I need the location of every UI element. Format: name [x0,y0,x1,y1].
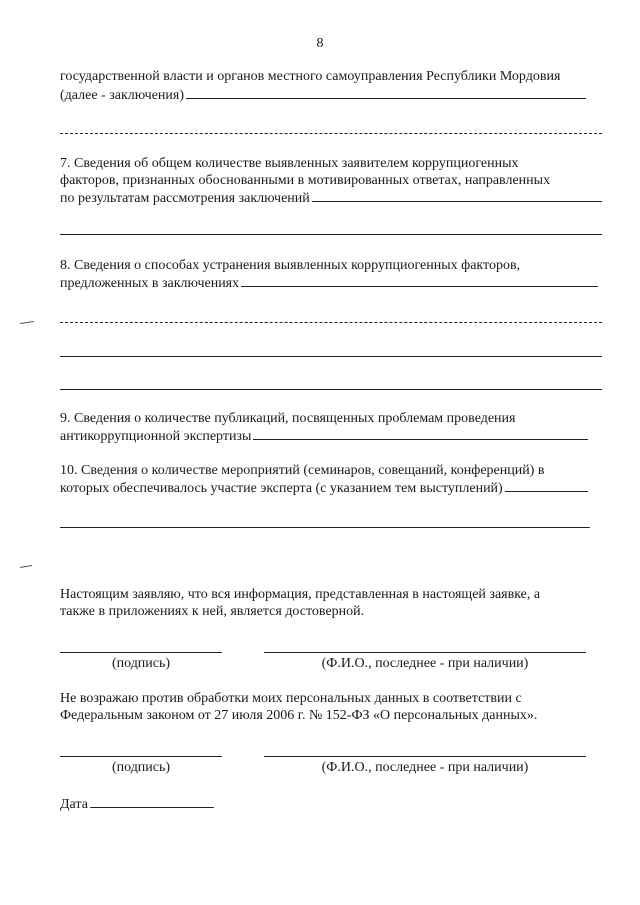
continuation-line-2: (далее - заключения) [60,86,586,104]
scan-mark [20,321,34,324]
section8-answer-line-1[interactable] [60,322,602,323]
name-caption-2: (Ф.И.О., последнее - при наличии) [321,760,529,775]
section7-line-2: факторов, признанных обоснованными в мотивированных ответах, направленных [60,173,551,188]
section9-line-1: 9. Сведения о количестве публикаций, посвященных проблемам проведения [60,411,516,426]
scan-mark [20,565,32,568]
section7-line-3: по результатам рассмотрения заключений [60,189,602,207]
date-blank[interactable] [90,795,214,808]
date-field [60,795,214,813]
declaration-line-2: также в приложениях к ней, является достоверной. [60,604,365,619]
section10-blank[interactable] [505,479,588,492]
section8-line-2: предложенных в заключениях [60,274,598,292]
name-line-1[interactable] [264,652,586,653]
section7-answer-line[interactable] [60,234,602,235]
section10-answer-line[interactable] [60,527,590,528]
signature-caption-2: (подпись) [111,760,171,775]
continuation-answer-line[interactable] [60,133,602,134]
section7-blank[interactable] [312,189,602,202]
section10-line-2: которых обеспечивалось участие эксперта (с указанием тем выступлений) [60,479,588,497]
page-number: 8 [316,36,324,51]
name-line-2[interactable] [264,756,586,757]
continuation-line-1: государственной власти и органов местного самоуправления Республики Мордовия [60,69,561,84]
consent-line-2: Федеральным законом от 27 июля 2006 г. № 152-ФЗ «О персональных данных». [60,708,538,723]
signature-caption-1: (подпись) [111,656,171,671]
date-label: Дата [60,797,88,812]
section8-line-1: 8. Сведения о способах устранения выявленных коррупциогенных факторов, [60,258,521,273]
consent-line-1: Не возражаю против обработки моих персональных данных в соответствии с [60,691,522,706]
section9-line-2: антикоррупционной экспертизы [60,427,588,445]
section7-line-1: 7. Сведения об общем количестве выявленных заявителем коррупциогенных [60,156,519,171]
section8-blank[interactable] [241,274,598,287]
name-caption-1: (Ф.И.О., последнее - при наличии) [321,656,529,671]
signature-line-1[interactable] [60,652,222,653]
signature-line-2[interactable] [60,756,222,757]
section8-answer-line-2[interactable] [60,356,602,357]
continuation-blank[interactable] [186,86,586,99]
section10-line-1: 10. Сведения о количестве мероприятий (семинаров, совещаний, конференций) в [60,463,545,478]
section9-blank[interactable] [253,427,588,440]
declaration-line-1: Настоящим заявляю, что вся информация, представленная в настоящей заявке, а [60,587,541,602]
section8-answer-line-3[interactable] [60,389,602,390]
